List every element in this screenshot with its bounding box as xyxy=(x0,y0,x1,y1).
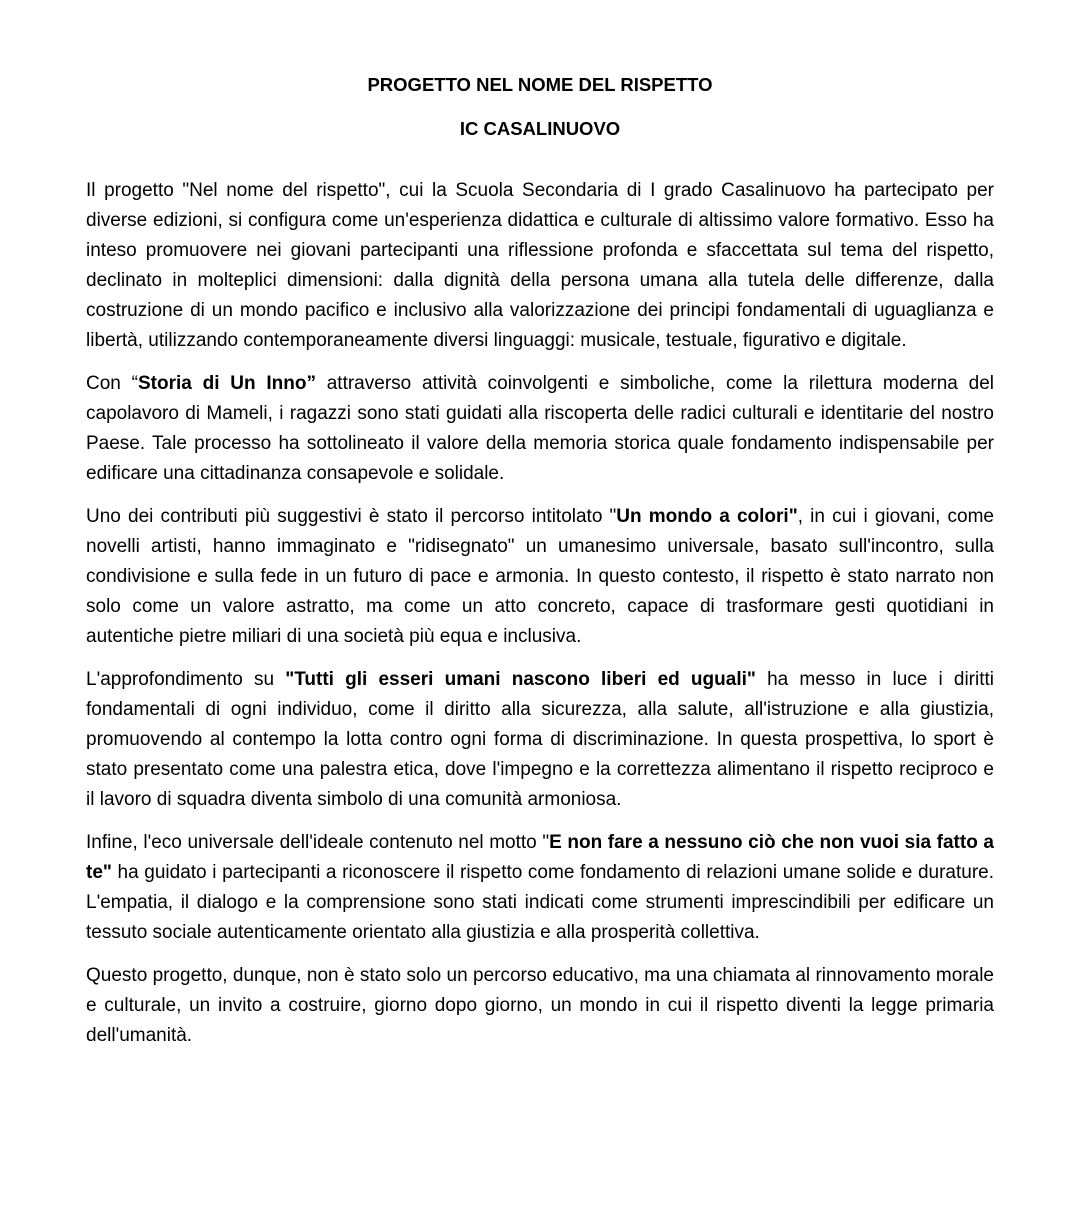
paragraph-text: ha guidato i partecipanti a riconoscere il rispetto come fondamento di relazioni umane solide e durature. L'empatia, il dialogo e la comprensione sono stati indicati come strumenti imprescindibili per edificare un tessuto sociale autenticamente orientato alla giustizia e alla prosperità collettiva. xyxy=(86,862,994,943)
paragraph-bold-title: Storia di Un Inno” xyxy=(137,373,316,394)
paragraph-text: ha messo in luce i diritti fondamentali di ogni individuo, come il diritto alla sicurezza, alla salute, all'istruzione e alla giustizia, promuovendo al contempo la lotta contro ogni forma di discriminazione. In questa prospettiva, lo sport è stato presentato come una palestra etica, dove l'impegno e la correttezza alimentano il rispetto reciproco e il lavoro di squadra diventa simbolo di una comunità armoniosa. xyxy=(86,669,995,810)
paragraph-un-mondo-a-colori xyxy=(86,502,994,652)
paragraph-text: Infine, l'eco universale dell'ideale contenuto nel motto " xyxy=(86,832,550,853)
paragraph-text: Uno dei contributi più suggestivi è stato il percorso intitolato " xyxy=(86,506,617,527)
paragraph-text: , in cui i giovani, come novelli artisti, hanno immaginato e "ridisegnato" un umanesimo universale, basato sull'incontro, sulla condivisione e sulla fede in un futuro di pace e armonia. In questo contesto, il rispetto è stato narrato non solo come un valore astratto, ma come un atto concreto, capace di trasformare gesti quotidiani in autentiche pietre miliari di una società più equa e inclusiva. xyxy=(86,506,994,647)
paragraph-text: attraverso attività coinvolgenti e simboliche, come la rilettura moderna del capolavoro di Mameli, i ragazzi sono stati guidati alla riscoperta delle radici culturali e identitarie del nostro Paese. Tale processo ha sottolineato il valore della memoria storica quale fondamento indispensabile per edificare una cittadinanza consapevole e solidale. xyxy=(86,373,994,484)
paragraph-bold-title: Un mondo a colori" xyxy=(616,506,798,527)
paragraph-text: Con “ xyxy=(86,373,138,394)
paragraph-bold-title: E non fare a nessuno ciò che non vuoi sia fatto a te" xyxy=(86,832,994,883)
paragraph-conclusion: Questo progetto, dunque, non è stato solo un percorso educativo, ma una chiamata al rinnovamento morale e culturale, un invito a costruire, giorno dopo giorno, un mondo in cui il rispetto diventi la legge primaria dell'umanità. xyxy=(86,965,994,1046)
document-subtitle: IC CASALINUOVO xyxy=(459,118,621,139)
document-page xyxy=(86,72,994,1064)
paragraph-e-non-fare-a-nessuno xyxy=(86,828,994,948)
paragraph-tutti-gli-esseri-umani xyxy=(86,665,994,815)
paragraph-text: L'approfondimento su xyxy=(86,669,286,690)
paragraph-intro: Il progetto "Nel nome del rispetto", cui la Scuola Secondaria di I grado Casalinuovo ha partecipato per diverse edizioni, si configura come un'esperienza didattica e culturale di altissimo valore formativo. Esso ha inteso promuovere nei giovani partecipanti una riflessione profonda e sfaccettata sul tema del rispetto, declinato in molteplici dimensioni: dalla dignità della persona umana alla tutela delle differenze, dalla costruzione di un mondo pacifico e inclusivo alla valorizzazione dei principi fondamentali di uguaglianza e libertà, utilizzando contemporaneamente diversi linguaggi: musicale, testuale, figurativo e digitale. xyxy=(86,180,994,351)
document-title: PROGETTO NEL NOME DEL RISPETTO xyxy=(367,74,713,95)
paragraph-storia-di-un-inno xyxy=(86,369,994,489)
paragraph-bold-title: "Tutti gli esseri umani nascono liberi ed uguali" xyxy=(285,669,756,690)
